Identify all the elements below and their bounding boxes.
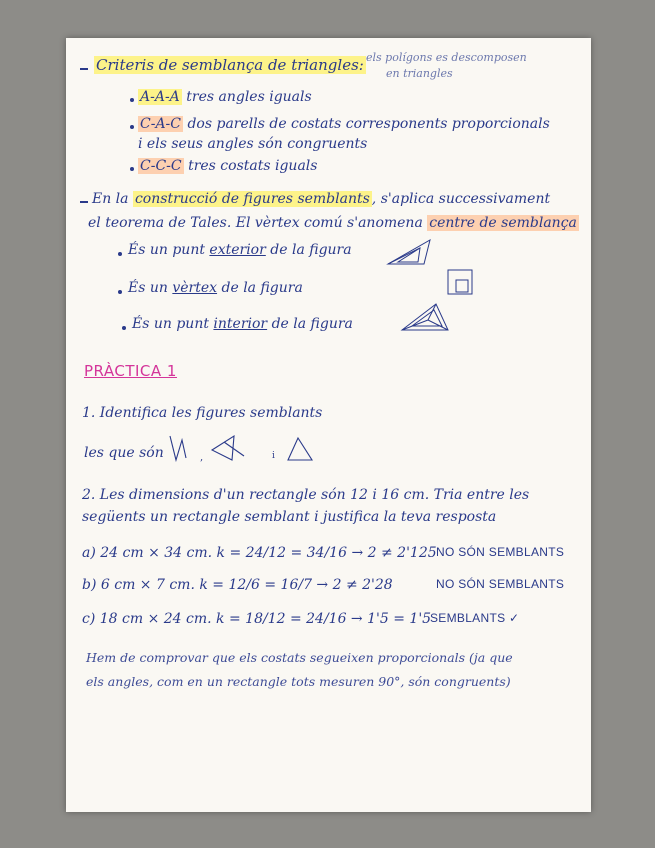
criteria-heading bbox=[94, 58, 366, 73]
center-interior bbox=[132, 317, 353, 331]
aaa-text: tres angles iguals bbox=[186, 89, 312, 105]
center-interior-post: de la figura bbox=[271, 316, 353, 332]
exercise-2-line-2: següents un rectangle semblant i justifica la teva resposta bbox=[82, 509, 497, 525]
center-vertex-keyword: vèrtex bbox=[172, 280, 218, 296]
construction-line2-pre: el teorema de Tales. El vèrtex comú s'anomena bbox=[88, 215, 423, 231]
cac-tag: C-A-C bbox=[140, 116, 181, 132]
ccc-tag: C-C-C bbox=[140, 158, 182, 174]
construction-line-1 bbox=[92, 192, 550, 206]
center-vertex bbox=[128, 281, 303, 295]
option-c-calculation: c) 18 cm × 24 cm. k = 18/12 = 24/16 → 1'5 = 1'5 bbox=[82, 611, 432, 627]
center-vertex-post: de la figura bbox=[221, 280, 303, 296]
criterion-aaa bbox=[138, 90, 312, 104]
construction-line2-highlight: centre de semblança bbox=[429, 215, 577, 231]
criterion-cac bbox=[138, 117, 550, 131]
interior-center-figure bbox=[400, 302, 452, 336]
construction-line1-highlight: construcció de figures semblants bbox=[134, 191, 370, 207]
svg-text:,: , bbox=[200, 452, 204, 463]
justification-line-2: els angles, com en un rectangle tots mesuren 90°, són congruents) bbox=[86, 674, 511, 689]
exercise-1-answer: les que són bbox=[84, 445, 164, 461]
side-note-2: en triangles bbox=[386, 67, 453, 80]
criteria-heading-text: Criteris de semblança de triangles: bbox=[96, 56, 364, 74]
construction-line1-post: , s'aplica successivament bbox=[371, 191, 551, 207]
criterion-ccc bbox=[138, 159, 317, 173]
side-note-1: els polígons es descomposen bbox=[366, 51, 527, 64]
option-b-calculation: b) 6 cm × 7 cm. k = 12/6 = 16/7 → 2 ≠ 2'28 bbox=[82, 577, 393, 593]
exterior-center-figure bbox=[384, 234, 434, 270]
exercise-2-line-1: 2. Les dimensions d'un rectangle són 12 i 16 cm. Tria entre les bbox=[82, 487, 530, 503]
center-interior-keyword: interior bbox=[213, 316, 268, 332]
bullet-dot bbox=[118, 252, 122, 256]
center-exterior-keyword: exterior bbox=[209, 242, 266, 258]
bullet-dot bbox=[122, 326, 126, 330]
similar-figures-sketch bbox=[166, 430, 326, 466]
bullet-dot bbox=[130, 125, 134, 129]
ccc-text: tres costats iguals bbox=[188, 158, 318, 174]
svg-text:i: i bbox=[272, 451, 275, 461]
bullet-dash bbox=[80, 201, 88, 203]
center-exterior-pre: És un punt bbox=[128, 242, 205, 258]
center-interior-pre: És un punt bbox=[132, 316, 209, 332]
center-exterior bbox=[128, 243, 352, 257]
cac-text-1: dos parells de costats corresponents proporcionals bbox=[187, 116, 550, 132]
practice-title: PRÀCTICA 1 bbox=[84, 362, 177, 380]
bullet-dash bbox=[80, 68, 88, 70]
aaa-tag: A-A-A bbox=[140, 89, 180, 105]
option-b-result: NO SÓN SEMBLANTS bbox=[436, 577, 565, 591]
center-exterior-post: de la figura bbox=[270, 242, 352, 258]
option-c-result: SEMBLANTS ✓ bbox=[430, 611, 520, 625]
cac-text-2: i els seus angles són congruents bbox=[138, 136, 368, 152]
construction-line1-pre: En la bbox=[92, 191, 129, 207]
option-a-calculation: a) 24 cm × 34 cm. k = 24/12 = 34/16 → 2 ≠ 2'125 bbox=[82, 545, 437, 561]
bullet-dot bbox=[130, 167, 134, 171]
bullet-dot bbox=[118, 290, 122, 294]
construction-line-2 bbox=[88, 216, 579, 230]
vertex-center-figure bbox=[446, 268, 476, 298]
bullet-dot bbox=[130, 98, 134, 102]
center-vertex-pre: És un bbox=[128, 280, 168, 296]
option-a-result: NO SÓN SEMBLANTS bbox=[436, 545, 565, 559]
exercise-1-title: 1. Identifica les figures semblants bbox=[82, 405, 323, 421]
justification-line-1: Hem de comprovar que els costats segueixen proporcionals (ja que bbox=[86, 650, 513, 665]
notebook-page bbox=[66, 38, 591, 812]
